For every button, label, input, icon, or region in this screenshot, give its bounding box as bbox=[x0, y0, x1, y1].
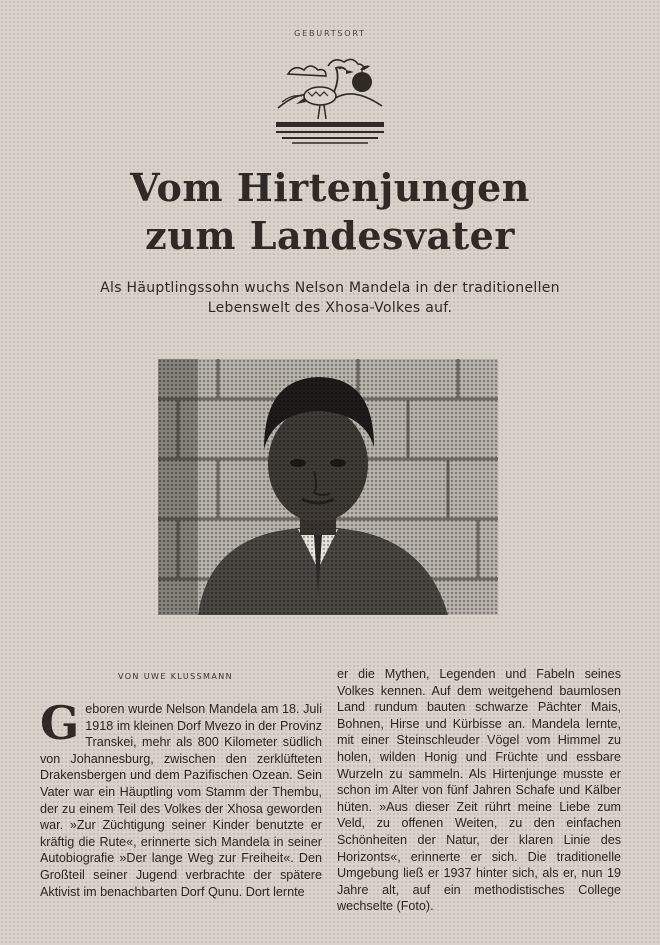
article-title bbox=[0, 164, 660, 260]
portrait-photo bbox=[158, 359, 498, 615]
title-line-1: Vom Hirtenjungen bbox=[130, 165, 530, 210]
author-byline: VON UWE KLUSSMANN bbox=[118, 672, 233, 681]
column-right-text: er die Mythen, Legenden und Fabeln seines Volkes kennen. Auf dem weitgehend baumlosen Land rundum bauten schwarze Pächter Mais, Bohnen, Hirse und Kürbisse an. Mandela lernte, mit einer Steinschleuder Vögel vom Himmel zu holen, wilden Honig und Früchte und essbare Wurzeln zu sammeln. Als Hirtenjunge musste er schon im Alter von fünf Jahren Schafe und Kälber hüten. »Aus dieser Zeit rührt meine Liebe zum Veld, zu offenen Weiten, zu den einfachen Schönheiten der Natur, der klaren Linie des Horizonts«, erinnerte er sich. Die traditionelle Umgebung ließ er 1937 hinter sich, als er, nun 19 Jahre alt, auf ein methodistisches College wechselte (Foto). bbox=[337, 667, 621, 914]
column-left-text: eboren wurde Nelson Mandela am 18. Juli 1918 im kleinen Dorf Mvezo in der Provinz Transkei, mehr als 800 Kilometer südlich von Johannesburg, zwischen den zerklüfteten Drakensbergen und dem Pazifischen Ozean. Sein Vater war ein Häuptling vom Stamm der Thembu, der zu einem Teil des Volkes der Xhosa geworden war. »Zur Züchtigung seiner Kinder benutzte er kräftig die Rute«, erinnerte sich Mandela in seiner Autobiografie »Der lange Weg zur Freiheit«. Den Großteil seiner Jugend verbrachte der spätere Aktivist im benachbarten Dorf Qunu. Dort lernte bbox=[40, 702, 322, 899]
section-kicker: GEBURTSORT bbox=[294, 29, 366, 38]
article-column-left bbox=[40, 696, 322, 900]
title-line-2: zum Landesvater bbox=[145, 213, 515, 258]
article-subtitle: Als Häuptlingssohn wuchs Nelson Mandela in der traditionellen Lebenswelt des Xhosa-Volkes auf. bbox=[100, 280, 560, 316]
bird-and-fruit-emblem-icon bbox=[268, 46, 392, 146]
drop-cap: G bbox=[40, 696, 80, 750]
article-column-right bbox=[337, 666, 621, 915]
